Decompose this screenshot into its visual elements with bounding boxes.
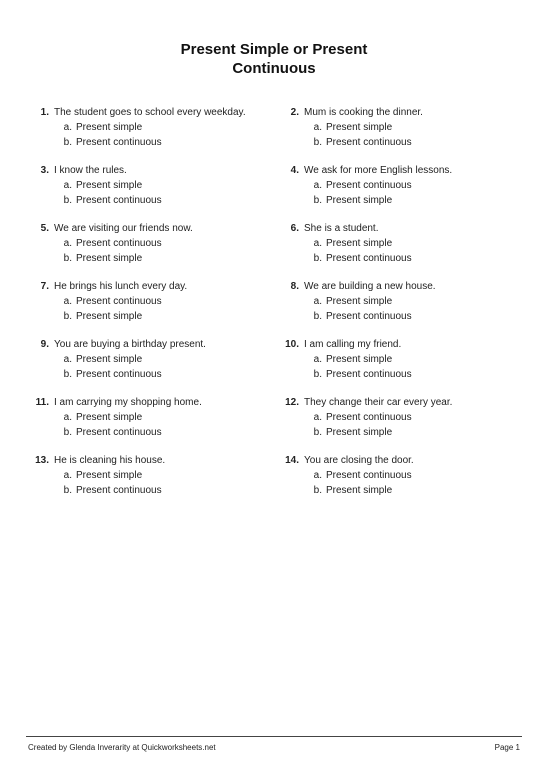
page-title (0, 40, 548, 78)
option-letter: a. (63, 238, 72, 249)
answer-option-b[interactable] (272, 193, 512, 208)
option-text: Present continuous (326, 180, 412, 191)
option-text: Present continuous (326, 311, 412, 322)
option-text: Present continuous (76, 485, 162, 496)
page-title-line-2: Continuous (232, 60, 316, 77)
question-10 (272, 337, 512, 382)
option-text: Present continuous (326, 369, 412, 380)
answer-option-b[interactable] (272, 251, 512, 266)
question-number: 13. (35, 455, 49, 466)
question-number: 9. (40, 339, 49, 350)
answer-option-a[interactable] (22, 120, 262, 135)
option-text: Present continuous (76, 296, 162, 307)
answer-option-b[interactable] (22, 135, 262, 150)
answer-option-b[interactable] (22, 425, 262, 440)
option-text: Present simple (326, 238, 393, 249)
question-text: They change their car every year. (304, 397, 453, 408)
option-text: Present continuous (76, 369, 162, 380)
option-letter: a. (63, 296, 72, 307)
question-text: You are closing the door. (304, 455, 414, 466)
question-1 (22, 105, 262, 150)
option-letter: a. (313, 412, 322, 423)
question-number: 2. (290, 107, 299, 118)
question-6 (272, 221, 512, 266)
answer-option-a[interactable] (22, 410, 262, 425)
footer-credit: Created by Glenda Inverarity at Quickworksheets.net (28, 743, 216, 752)
question-number: 12. (285, 397, 299, 408)
question-number: 1. (40, 107, 49, 118)
question-number: 7. (40, 281, 49, 292)
option-text: Present simple (326, 296, 393, 307)
answer-option-a[interactable] (22, 236, 262, 251)
question-9 (22, 337, 262, 382)
option-letter: a. (313, 122, 322, 133)
question-text: He is cleaning his house. (54, 455, 166, 466)
answer-option-b[interactable] (22, 309, 262, 324)
option-letter: a. (63, 412, 72, 423)
question-text: We are building a new house. (304, 281, 436, 292)
question-11 (22, 395, 262, 440)
question-text: The student goes to school every weekday. (54, 107, 246, 118)
question-text: We ask for more English lessons. (304, 165, 453, 176)
option-letter: b. (313, 485, 322, 496)
answer-option-a[interactable] (22, 468, 262, 483)
option-letter: a. (313, 296, 322, 307)
question-text: I am carrying my shopping home. (54, 397, 202, 408)
option-letter: b. (313, 311, 322, 322)
question-number: 14. (285, 455, 299, 466)
page-number: Page 1 (494, 743, 520, 752)
answer-option-b[interactable] (272, 367, 512, 382)
question-4 (272, 163, 512, 208)
answer-option-a[interactable] (272, 120, 512, 135)
answer-option-a[interactable] (272, 410, 512, 425)
option-text: Present continuous (326, 470, 412, 481)
question-text: He brings his lunch every day. (54, 281, 188, 292)
question-number: 4. (290, 165, 299, 176)
answer-option-b[interactable] (22, 483, 262, 498)
option-letter: a. (63, 354, 72, 365)
answer-option-a[interactable] (22, 178, 262, 193)
option-letter: b. (63, 485, 72, 496)
question-3 (22, 163, 262, 208)
answer-option-a[interactable] (272, 236, 512, 251)
answer-option-b[interactable] (22, 193, 262, 208)
option-letter: b. (63, 427, 72, 438)
option-letter: a. (313, 180, 322, 191)
page-title-line-1: Present Simple or Present (180, 41, 368, 58)
option-letter: b. (63, 253, 72, 264)
question-5 (22, 221, 262, 266)
answer-option-b[interactable] (272, 425, 512, 440)
answer-option-b[interactable] (22, 367, 262, 382)
answer-option-a[interactable] (272, 294, 512, 309)
question-14 (272, 453, 512, 498)
option-text: Present simple (326, 427, 393, 438)
question-number: 3. (40, 165, 49, 176)
question-7 (22, 279, 262, 324)
question-2 (272, 105, 512, 150)
answer-option-a[interactable] (272, 468, 512, 483)
option-letter: a. (63, 122, 72, 133)
option-text: Present simple (76, 412, 143, 423)
option-letter: b. (63, 195, 72, 206)
option-letter: a. (313, 470, 322, 481)
answer-option-a[interactable] (22, 294, 262, 309)
option-letter: b. (63, 137, 72, 148)
option-letter: b. (313, 369, 322, 380)
option-text: Present simple (76, 470, 143, 481)
answer-option-a[interactable] (272, 178, 512, 193)
question-12 (272, 395, 512, 440)
option-text: Present simple (76, 122, 143, 133)
question-text: I am calling my friend. (304, 339, 402, 350)
question-13 (22, 453, 262, 498)
answer-option-b[interactable] (272, 483, 512, 498)
answer-option-a[interactable] (272, 352, 512, 367)
option-text: Present simple (76, 311, 143, 322)
option-text: Present continuous (76, 137, 162, 148)
question-number: 5. (40, 223, 49, 234)
option-letter: b. (313, 427, 322, 438)
footer-divider (26, 736, 522, 737)
question-text: We are visiting our friends now. (54, 223, 193, 234)
option-letter: b. (313, 195, 322, 206)
option-text: Present continuous (76, 195, 162, 206)
question-number: 10. (285, 339, 299, 350)
option-text: Present continuous (76, 238, 162, 249)
option-text: Present simple (76, 180, 143, 191)
question-8 (272, 279, 512, 324)
question-text: Mum is cooking the dinner. (304, 107, 423, 118)
question-number: 11. (35, 397, 49, 408)
option-text: Present simple (326, 122, 393, 133)
option-letter: b. (63, 369, 72, 380)
answer-option-a[interactable] (22, 352, 262, 367)
option-text: Present continuous (326, 253, 412, 264)
option-text: Present continuous (326, 137, 412, 148)
question-text: You are buying a birthday present. (54, 339, 206, 350)
option-text: Present simple (326, 485, 393, 496)
option-letter: a. (313, 238, 322, 249)
question-text: She is a student. (304, 223, 379, 234)
option-letter: b. (313, 253, 322, 264)
option-letter: a. (63, 180, 72, 191)
option-letter: b. (63, 311, 72, 322)
answer-option-b[interactable] (272, 135, 512, 150)
option-letter: a. (313, 354, 322, 365)
option-text: Present continuous (76, 427, 162, 438)
option-text: Present simple (326, 195, 393, 206)
option-letter: a. (63, 470, 72, 481)
option-text: Present simple (76, 354, 143, 365)
answer-option-b[interactable] (272, 309, 512, 324)
question-number: 8. (290, 281, 299, 292)
question-text: I know the rules. (54, 165, 127, 176)
answer-option-b[interactable] (22, 251, 262, 266)
question-number: 6. (290, 223, 299, 234)
option-text: Present simple (76, 253, 143, 264)
option-text: Present simple (326, 354, 393, 365)
option-text: Present continuous (326, 412, 412, 423)
option-letter: b. (313, 137, 322, 148)
